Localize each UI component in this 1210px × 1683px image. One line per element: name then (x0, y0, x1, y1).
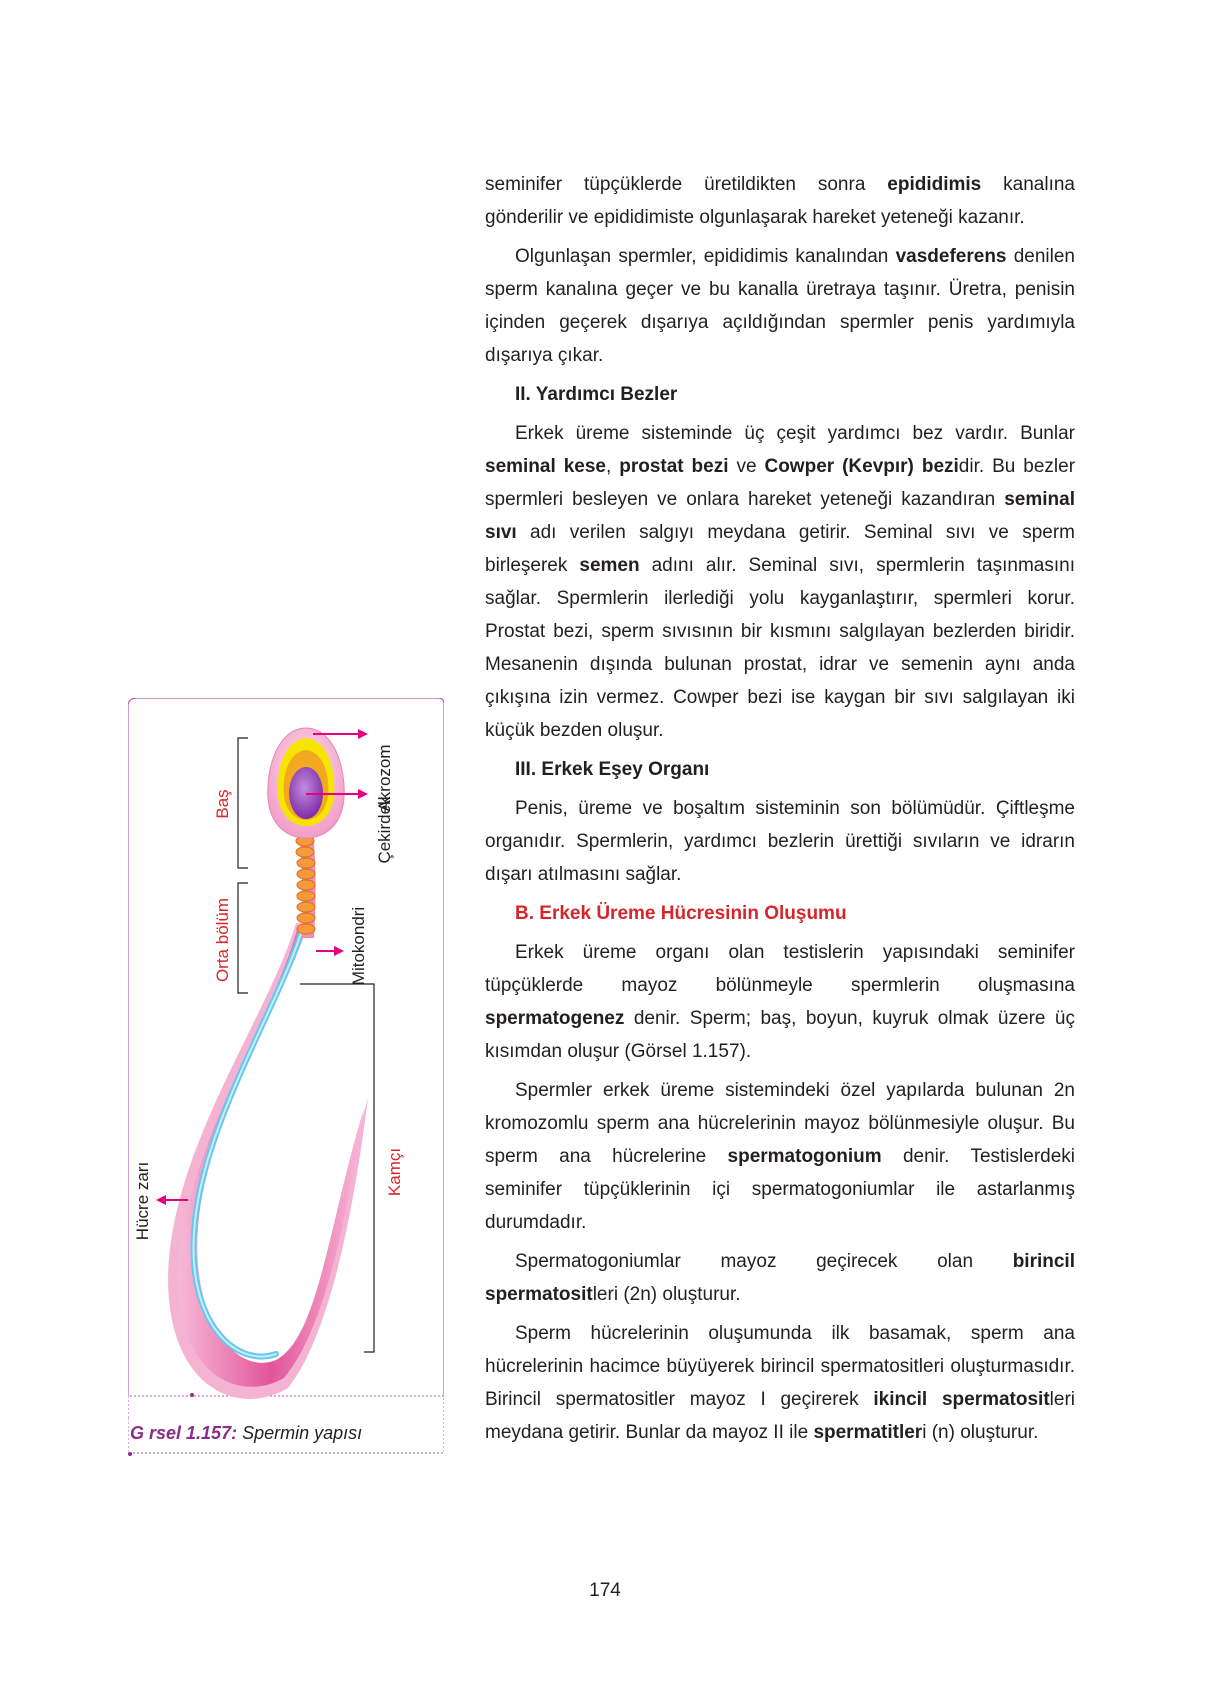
heading-yardimci-bezler: II. Yardımcı Bezler (515, 384, 678, 405)
paragraph-4: Penis, üreme ve boşaltım sisteminin son bölümüdür. Çiftleşme organıdır. Spermlerin, yardımcı bezlerin ürettiği sıvıların ve idrarın dışarı atılmasını sağlar. (485, 798, 1075, 885)
heading-erkek-ureme-hucresi: B. Erkek Üreme Hücresinin Oluşumu (515, 903, 847, 924)
label-bas: Baş (213, 789, 232, 819)
page-number: 174 (589, 1580, 621, 1601)
figure-caption (130, 1423, 440, 1444)
main-text-column (485, 168, 1075, 1449)
label-cekirdek: Çekirdek (375, 796, 394, 864)
sperm-structure-figure (128, 698, 444, 1458)
paragraph-7: Spermatogoniumlar mayoz geçirecek olan birincil spermatositleri (2n) oluşturur. (485, 1251, 1075, 1305)
paragraph-5: Erkek üreme organı olan testislerin yapısındaki seminifer tüpçüklerde mayoz bölünmeyle spermlerin oluşmasına spermatogenez denir. Sperm; baş, boyun, kuyruk olmak üzere üç kısımdan oluşur (Görsel 1.157). (485, 942, 1075, 1062)
label-mitokondri: Mitokondri (349, 906, 368, 986)
caption-label: G rsel 1.157: (130, 1423, 238, 1443)
paragraph-3: Erkek üreme sisteminde üç çeşit yardımcı bez vardır. Bunlar seminal kese, prostat bezi ve Cowper (Kevpır) bezidir. Bu bezler spermleri besleyen ve onlara hareket yeteneği kazandıran seminal sıvı adı verilen salgıyı meydana getirir. Seminal sıvı ve sperm birleşerek semen adını alır. Seminal sıvı, spermlerin taşınmasını sağlar. Spermlerin ilerlediği yolu kayganlaştırır, spermleri korur. Prostat bezi, sperm sıvısının bir kısmını salgılayan bezlerden biridir. Mesanenin dışında bulunan prostat, idrar ve semenin aynı anda çıkışına izin vermez. Cowper bezi ise kaygan bir sıvı salgılayan iki küçük bezden oluşur. (485, 423, 1076, 741)
label-orta-bolum: Orta bölüm (213, 897, 232, 983)
label-kamci: Kamçı (385, 1147, 404, 1197)
label-akrozom: Akrozom (375, 744, 394, 812)
paragraph-6: Spermler erkek üreme sistemindeki özel yapılarda bulunan 2n kromozomlu sperm ana hücrelerinin mayoz bölünmesiyle oluşur. Bu sperm ana hücrelerine spermatogonium denir. Testislerdeki seminifer tüpçüklerinin içi spermatogoniumlar ile astarlanmış durumdadır. (485, 1080, 1075, 1233)
paragraph-2: Olgunlaşan spermler, epididimis kanalından vasdeferens denilen sperm kanalına geçer ve bu kanalla üretraya taşınır. Üretra, penisin içinden geçerek dışarıya açıldığından spermler penis yardımıyla dışarıya çıkar. (485, 246, 1075, 366)
label-hucre-zari: Hücre zarı (133, 1161, 152, 1241)
paragraph-1: seminifer tüpçüklerde üretildikten sonra epididimis kanalına gönderilir ve epididimiste olgunlaşarak hareket yeteneği kazanır. (485, 174, 1075, 228)
caption-text: Spermin yapısı (237, 1423, 363, 1443)
heading-erkek-esey-organi: III. Erkek Eşey Organı (515, 759, 710, 780)
paragraph-8: Sperm hücrelerinin oluşumunda ilk basamak, sperm ana hücrelerinin hacimce büyüyerek birincil spermatositleri oluşturmasıdır. Birincil spermatositler mayoz I geçirerek ikincil spermatositleri meydana getirir. Bunlar da mayoz II ile spermatitleri (n) oluşturur. (485, 1323, 1075, 1443)
sperm-diagram (128, 698, 444, 1458)
